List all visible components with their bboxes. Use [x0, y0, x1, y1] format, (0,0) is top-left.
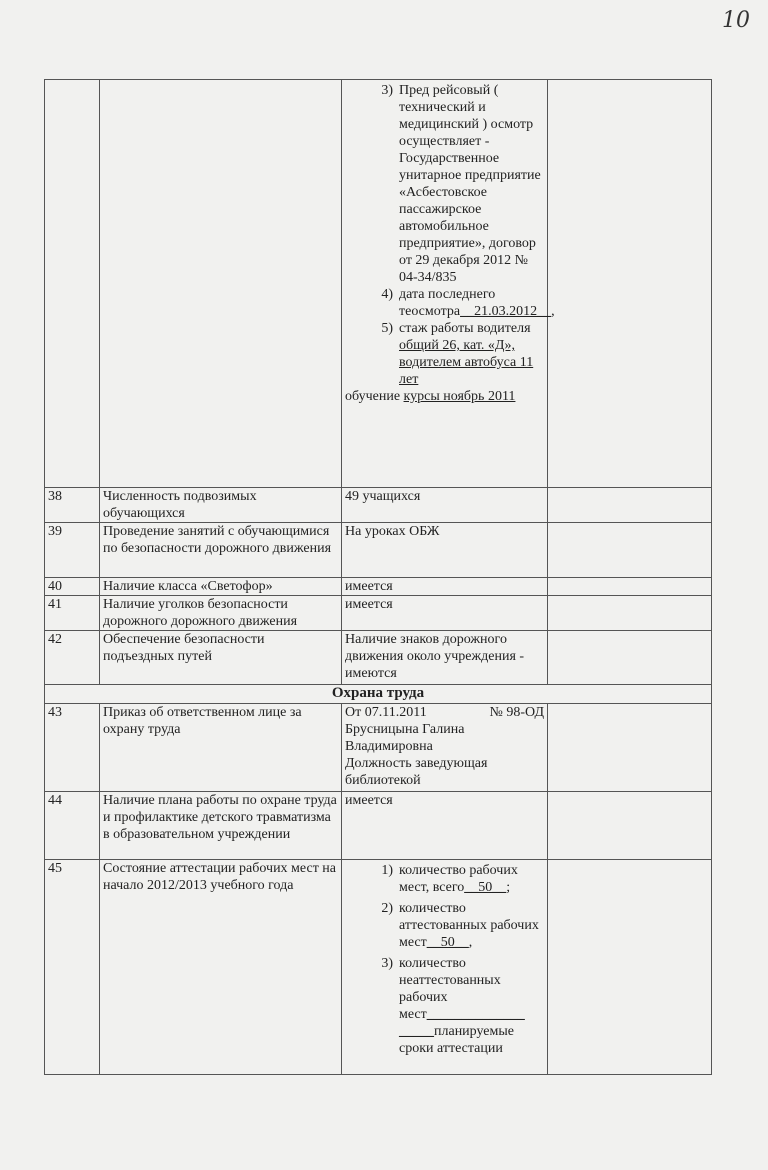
notes-cell [548, 488, 712, 523]
name-cell: Наличие класса «Светофор» [100, 578, 342, 596]
num-cell: 38 [45, 488, 100, 523]
name-cell: Обеспечение безопасности подъездных путей [100, 631, 342, 685]
num-cell: 43 [45, 704, 100, 792]
name-cell [100, 80, 342, 488]
name-cell: Состояние аттестации рабочих мест на начало 2012/2013 учебного года [100, 860, 342, 1075]
responsible-person: Брусницына Галина Владимировна [345, 722, 465, 754]
num-cell: 39 [45, 523, 100, 578]
name-cell: Наличие уголков безопасности дорожного дорожного движения [100, 596, 342, 631]
section-title: Охрана труда [45, 685, 712, 704]
notes-cell [548, 792, 712, 860]
responsible-position: Должность заведующая библиотекой [345, 756, 488, 788]
name-cell: Наличие плана работы по охране труда и профилактике детского травматизма в образовательном учреждении [100, 792, 342, 860]
list-item [345, 955, 544, 1057]
list-item [345, 900, 544, 951]
item-value: __50__ [426, 935, 469, 950]
value-cell [342, 80, 555, 488]
table-row [45, 80, 712, 488]
table-row [45, 792, 712, 860]
order-date: От 07.11.2011 [345, 705, 427, 720]
name-cell: Приказ об ответственном лице за охрану труда [100, 704, 342, 792]
item-number: 5) [381, 321, 393, 336]
value-cell [342, 704, 548, 792]
item-text: стаж работы водителя [399, 321, 531, 336]
item-number: 1) [381, 863, 393, 878]
num-cell [45, 80, 100, 488]
table-row [45, 631, 712, 685]
value-cell: Наличие знаков дорожного движения около учреждения - имеются [342, 631, 548, 685]
notes-cell [548, 631, 712, 685]
list-item [345, 82, 544, 286]
value-cell: имеется [342, 596, 548, 631]
item-number: 3) [381, 956, 393, 971]
list-item: 4) дата последнего теосмотра__21.03.2012__, [345, 286, 544, 320]
table-row [45, 596, 712, 631]
num-cell: 42 [45, 631, 100, 685]
num-cell: 45 [45, 860, 100, 1075]
item-text: Пред рейсовый ( технический и медицинский ) осмотр осуществляет - Государственное унитарное предприятие «Асбестовское пассажирское автомобильное предприятие», договор от 29 декабря 2012 № 04-34/835 [399, 83, 541, 285]
item-text: дата последнего теосмотра [399, 287, 496, 319]
value-cell: имеется [342, 792, 548, 860]
value-cell: имеется [342, 578, 548, 596]
table-row [45, 523, 712, 578]
item-text: количество неаттестованных рабочих мест [399, 956, 501, 1022]
name-cell: Проведение занятий с обучающимися по безопасности дорожного движения [100, 523, 342, 578]
training-label: обучение [345, 389, 404, 404]
page-number: 10 [722, 8, 750, 33]
notes-cell [548, 523, 712, 578]
item-suffix: , [468, 935, 473, 950]
item-value: общий 26, кат. «Д», водителем автобуса 11 лет [399, 338, 534, 387]
list-item [345, 320, 544, 388]
training-value: курсы ноябрь 2011 [403, 389, 516, 404]
order-number: № 98-ОД [489, 705, 544, 720]
notes-cell [548, 578, 712, 596]
item-value: ______________ _____ [399, 1007, 525, 1039]
item-suffix: ; [506, 880, 511, 895]
value-cell: На уроках ОБЖ [342, 523, 548, 578]
num-cell: 41 [45, 596, 100, 631]
item-text: количество рабочих мест, всего [399, 863, 518, 895]
section-row [45, 685, 712, 704]
item-value: __21.03.2012__ [460, 304, 552, 319]
num-cell: 40 [45, 578, 100, 596]
item-number: 3) [381, 83, 393, 98]
item-value: __50__ [464, 880, 507, 895]
notes-cell [548, 596, 712, 631]
item-suffix: планируемые сроки аттестации [399, 1024, 515, 1056]
order-line [345, 704, 544, 721]
notes-cell [548, 704, 712, 792]
name-cell: Численность подвозимых обучающихся [100, 488, 342, 523]
notes-cell [548, 860, 712, 1075]
value-cell: 49 учащихся [342, 488, 548, 523]
value-cell [342, 860, 548, 1075]
training-line [345, 388, 544, 405]
item-number: 2) [381, 901, 393, 916]
item-number: 4) [381, 287, 393, 302]
notes-cell [548, 80, 712, 488]
table-row [45, 578, 712, 596]
table-row [45, 488, 712, 523]
table-row [45, 704, 712, 792]
table-row [45, 860, 712, 1075]
item-text: количество аттестованных рабочих мест [399, 901, 539, 950]
num-cell: 44 [45, 792, 100, 860]
safety-table [44, 79, 712, 1075]
list-item [345, 862, 544, 896]
